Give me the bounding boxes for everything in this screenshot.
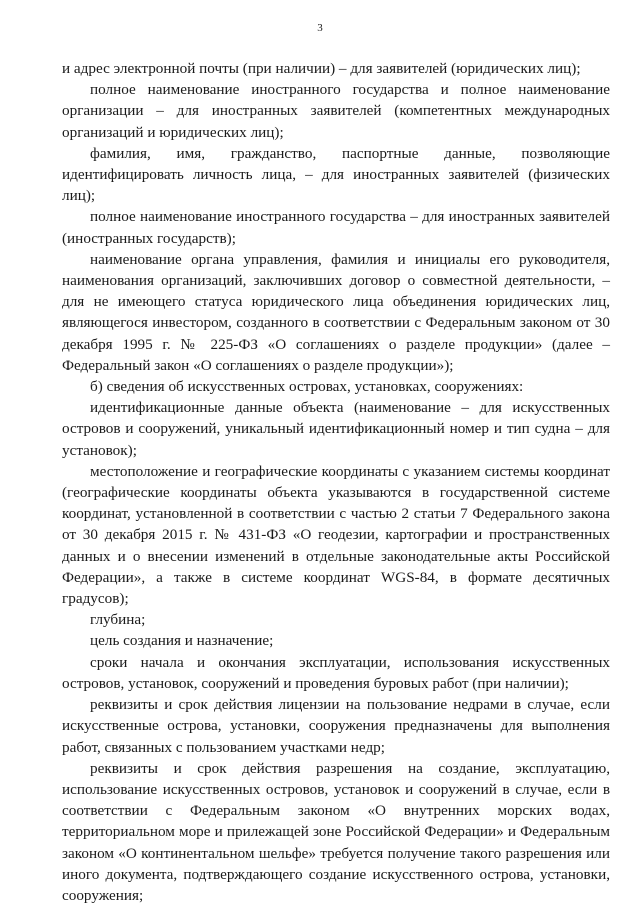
paragraph: реквизиты и срок действия разрешения на создание, эксплуатацию, использование искусственных островов, установок и сооружений в случае, если в соответствии с Федеральным законом «О внутренних морских водах, территориальном море и прилежащей зоне Российской Федерации» и Федеральным законом «О континентальном шельфе» требуется получение такого разрешения или иного документа, подтверждающего создание искусственного острова, установки, сооружения; [62, 759, 610, 904]
paragraph: идентификационные данные объекта (наименование – для искусственных островов и сооружений, уникальный идентификационный номер и тип судна – для установок); [62, 399, 610, 459]
paragraph: полное наименование иностранного государства – для иностранных заявителей (иностранных государств); [62, 208, 610, 247]
paragraph: полное наименование иностранного государства и полное наименование организации – для иностранных заявителей (компетентных международных организаций и юридических лиц); [62, 81, 610, 141]
paragraph: цель создания и назначение; [90, 632, 274, 650]
paragraph: б) сведения об искусственных островах, установках, сооружениях: [90, 378, 524, 396]
paragraph: реквизиты и срок действия лицензии на пользование недрами в случае, если искусственные острова, установки, сооружения предназначены для выполнения работ, связанных с пользованием участками недр; [62, 696, 610, 756]
paragraph: фамилия, имя, гражданство, паспортные данные, позволяющие идентифицировать личность лица, – для иностранных заявителей (физических лиц); [62, 144, 610, 205]
paragraph: наименование органа управления, фамилия и инициалы его руководителя, наименования организаций, заключивших договор о совместной деятельности, – для не имеющего статуса юридического лица объединения юридических лиц, являющегося инвестором, созданного в соответствии с Федеральным законом от 30 декабря 1995 г. № 225-ФЗ «О соглашениях о разделе продукции» (далее – Федеральный закон «О соглашениях о разделе продукции»); [62, 250, 610, 374]
paragraph: и адрес электронной почты (при наличии) – для заявителей (юридических лиц); [62, 60, 581, 77]
body-text [62, 58, 610, 906]
page-number: 3 [317, 22, 323, 34]
paragraph: глубина; [90, 611, 146, 629]
paragraph: сроки начала и окончания эксплуатации, использования искусственных островов, установок, сооружений и проведения буровых работ (при наличии); [62, 653, 610, 692]
paragraph: местоположение и географические координаты с указанием системы координат (географические координаты объекта указываются в государственной системе координат, установленной в соответствии с частью 2 статьи 7 Федерального закона от 30 декабря 2015 г. № 431-ФЗ «О геодезии, картографии и пространственных данных и о внесении изменений в отдельные законодательные акты Российской Федерации», а также в системе координат WGS-84, в формате десятичных градусов); [62, 462, 610, 608]
